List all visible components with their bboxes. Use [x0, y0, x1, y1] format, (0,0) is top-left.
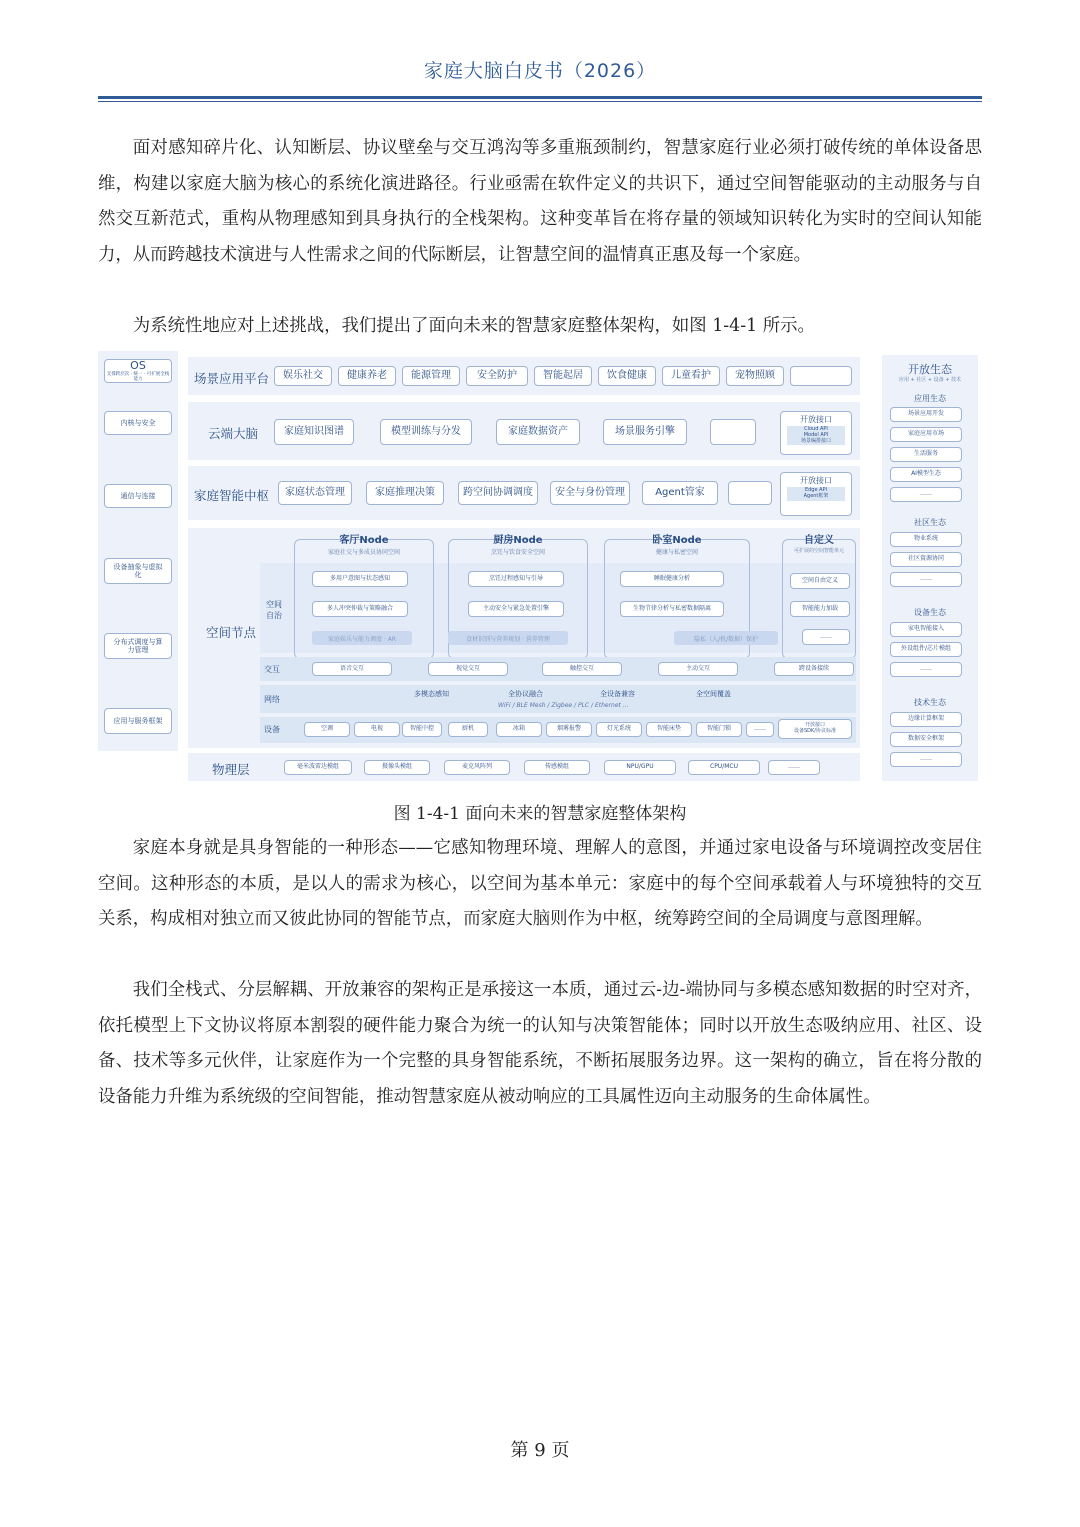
scene-item: 饮食健康: [598, 366, 656, 386]
network-protocols: WiFi / BLE Mesh / Zigbee / PLC / Ethernet ...: [498, 702, 629, 709]
scene-item: 娱乐社交: [274, 366, 332, 386]
paragraph-4: 我们全栈式、分层解耦、开放兼容的架构正是承接这一本质，通过云-边-端协同与多模态感知数据的时空对齐，依托模型上下文协议将原本割裂的硬件能力聚合为统一的认知与决策智能体；同时以开放生态吸纳应用、社区、设备、技术等多元伙伴，让家庭作为一个完整的具身智能系统，不断拓展服务边界。这一架构的确立，旨在将分散的设备能力升维为系统级的空间智能，推动智慧家庭从被动响应的工具属性迈向主动服务的生命体属性。: [98, 980, 982, 1107]
scene-item: 智能起居: [534, 366, 592, 386]
interaction-item: 跨设备接续: [774, 662, 854, 676]
node-faded-item: 隐私（人/机/数据）保护: [674, 631, 778, 645]
ecosystem-subtitle: 应用 + 社区 + 设备 + 技术: [898, 377, 962, 383]
device-item: 智能门锁: [696, 722, 742, 737]
device-item: 智能床垫: [646, 722, 692, 737]
device-open-api: 开放接口 设备SDK/协议标准: [778, 719, 852, 739]
figure-caption: 图 1-4-1 面向未来的智慧家庭整体架构: [393, 804, 687, 824]
paragraph-3: 家庭本身就是具身智能的一种形态——它感知物理环境、理解人的意图，并通过家电设备与环境调控改变居住空间。这种形态的本质，是以人的需求为核心，以空间为基本单元：家庭中的每个空间承载着人与环境独特的交互关系，构成相对独立而又彼此协同的智能节点，而家庭大脑则作为中枢，统筹跨空间的全局调度与意图理解。: [98, 838, 982, 929]
node-subtitle: 可扩展的空间智能单元: [793, 548, 844, 554]
node-item: 空间自由定义: [790, 573, 850, 589]
cloud-item-extra: [710, 419, 756, 445]
node-item: ……: [802, 629, 850, 645]
cloud-layer-label: 云端大脑: [208, 426, 259, 441]
paragraph-1: 面对感知碎片化、认知断层、协议壁垒与交互鸿沟等多重瓶颈制约，智慧家庭行业必须打破传统的单体设备思维，构建以家庭大脑为核心的系统化演进路径。行业亟需在软件定义的共识下，通过空间智能驱动的主动服务与自然交互新范式，重构从物理感知到具身执行的全栈架构。这种变革旨在将存量的领域知识转化为实时的空间认知能力，从而跨越技术演进与人性需求之间的代际断层，让智慧空间的温情真正惠及每一个家庭。: [98, 138, 982, 265]
scene-item: 安全防护: [466, 366, 528, 386]
eco-group-title: 应用生态: [914, 394, 946, 403]
eco-item: 场景应用开发: [890, 407, 962, 422]
ecosystem-title: 开放生态: [908, 363, 952, 376]
physical-layer-label: 物理层: [212, 762, 250, 777]
device-item: 厨机: [448, 722, 488, 737]
cloud-item: 场景服务引擎: [603, 419, 687, 445]
scene-item: 健康养老: [338, 366, 396, 386]
hub-layer-label: 家庭智能中枢: [194, 488, 270, 503]
interaction-item: 语音交互: [312, 662, 392, 676]
architecture-diagram: [98, 351, 982, 784]
hub-item: 安全与身份管理: [550, 481, 630, 505]
eco-item: 边缘计算框架: [890, 712, 962, 727]
eco-item: ……: [890, 487, 962, 502]
hub-api-title: 开放接口: [800, 476, 832, 485]
node-subtitle: 健康与私密空间: [655, 549, 698, 556]
physical-item: 摄像头模组: [364, 760, 430, 775]
eco-item: 物业系统: [890, 532, 962, 547]
eco-item: AI模型生态: [890, 467, 962, 482]
node-title: 厨房Node: [493, 535, 543, 546]
cloud-item: 模型训练与分发: [380, 419, 472, 445]
paragraph-2: 为系统性地应对上述挑战，我们提出了面向未来的智慧家庭整体架构，如图 1-4-1 所示。: [132, 316, 815, 336]
eco-group-title: 设备生态: [914, 608, 946, 617]
node-subtitle: 烹饪与饮食安全空间: [490, 549, 545, 556]
node-item: 多人冲突仲裁与策略融合: [312, 601, 408, 617]
hub-item: 跨空间协调调度: [458, 481, 538, 505]
node-title: 客厅Node: [339, 535, 389, 546]
network-item: 全设备兼容: [600, 690, 635, 698]
physical-item: 传感模组: [524, 760, 590, 775]
os-subtitle: 支撑跨层次 · 统一 · 可扩展全栈能力: [106, 372, 170, 383]
interaction-item: 主动交互: [658, 662, 738, 676]
eco-item: 家电智能接入: [890, 622, 962, 637]
physical-item: 毫米波雷达模组: [284, 760, 352, 775]
node-title: 卧室Node: [652, 535, 702, 546]
scene-item: 能源管理: [402, 366, 460, 386]
space-layer-label: 空间节点: [206, 625, 257, 640]
node-subtitle: 家庭社交与多成员协同空间: [327, 549, 400, 556]
os-box: [104, 359, 172, 383]
device-item: ……: [746, 722, 774, 737]
os-item: 应用与服务框架: [104, 708, 172, 734]
document-header-title: 家庭大脑白皮书（2026）: [423, 60, 657, 82]
device-label: 设备: [264, 725, 280, 734]
node-title: 自定义: [804, 535, 834, 546]
eco-group-title: 社区生态: [914, 518, 946, 527]
header-rule-thin: [98, 101, 982, 102]
physical-item: CPU/MCU: [688, 760, 760, 775]
scene-item-extra: [790, 366, 852, 386]
physical-item: 麦克风阵列: [444, 760, 510, 775]
node-item: 生物节律分析与私密数据隔离: [620, 601, 724, 617]
eco-item: ……: [890, 752, 962, 767]
cloud-api-lines: Cloud API Model API 场景编排接口: [787, 426, 845, 445]
cloud-open-api: [780, 411, 852, 455]
hub-item: 家庭推理决策: [366, 481, 444, 505]
device-item: 智能中控: [402, 722, 442, 737]
network-item: 多模态感知: [414, 690, 449, 698]
physical-item: ……: [768, 760, 820, 775]
page-number: 第 9 页: [510, 1440, 570, 1461]
hub-item-extra: [728, 481, 772, 505]
device-item: 灯光系统: [596, 722, 642, 737]
device-item: 空调: [304, 722, 350, 737]
eco-item: ……: [890, 662, 962, 677]
os-item: 通信与连接: [104, 484, 172, 508]
device-item: 冰箱: [496, 722, 542, 737]
hub-item: Agent管家: [642, 481, 718, 505]
node-item: 多用户意图与状态感知: [312, 571, 408, 587]
eco-item: ……: [890, 572, 962, 587]
cloud-item: 家庭知识图谱: [274, 419, 354, 445]
eco-group-title: 技术生态: [914, 698, 946, 707]
network-label: 网络: [264, 695, 280, 704]
interaction-item: 视觉交互: [428, 662, 508, 676]
node-faded-item: 家庭娱乐与能力调度 · AR: [312, 631, 412, 645]
os-item: 设备抽象与虚拟化: [104, 558, 172, 584]
os-item: 分布式调度与算力管理: [104, 633, 172, 659]
hub-api-lines: Edge API Agent框架: [787, 487, 845, 501]
cloud-api-title: 开放接口: [800, 415, 832, 424]
scene-item: 儿童看护: [662, 366, 720, 386]
device-item: 电视: [354, 722, 400, 737]
hub-item: 家庭状态管理: [278, 481, 352, 505]
interaction-label: 交互: [264, 665, 280, 674]
os-item: 内核与安全: [104, 411, 172, 435]
node-faded-item: 食材识别与营养规划 · 营养管理: [448, 631, 568, 645]
eco-item: 数据安全框架: [890, 732, 962, 747]
cloud-item: 家庭数据资产: [496, 419, 580, 445]
eco-item: 外设组件/芯片模组: [890, 642, 962, 657]
scene-item: 宠物照顾: [726, 366, 784, 386]
eco-item: 生活服务: [890, 447, 962, 462]
node-item: 智能能力加载: [790, 601, 850, 617]
eco-item: 家庭应用市场: [890, 427, 962, 442]
physical-item: NPU/GPU: [604, 760, 676, 775]
network-item: 全空间覆盖: [696, 690, 731, 698]
network-item: 全协议融合: [508, 690, 543, 698]
autonomy-label: 空间 自治: [266, 600, 282, 620]
os-title: OS: [130, 359, 146, 372]
node-item: 睡眠健康分析: [620, 571, 724, 587]
header-rule-thick: [98, 96, 982, 99]
device-item: 烟雾报警: [546, 722, 592, 737]
hub-open-api: [780, 472, 852, 516]
node-item: 烹饪过程感知与引导: [468, 571, 564, 587]
interaction-item: 触控交互: [542, 662, 622, 676]
node-item: 主动安全与紧急处置引擎: [468, 601, 564, 617]
scene-layer-label: 场景应用平台: [194, 371, 270, 386]
eco-item: 社区資源协同: [890, 552, 962, 567]
